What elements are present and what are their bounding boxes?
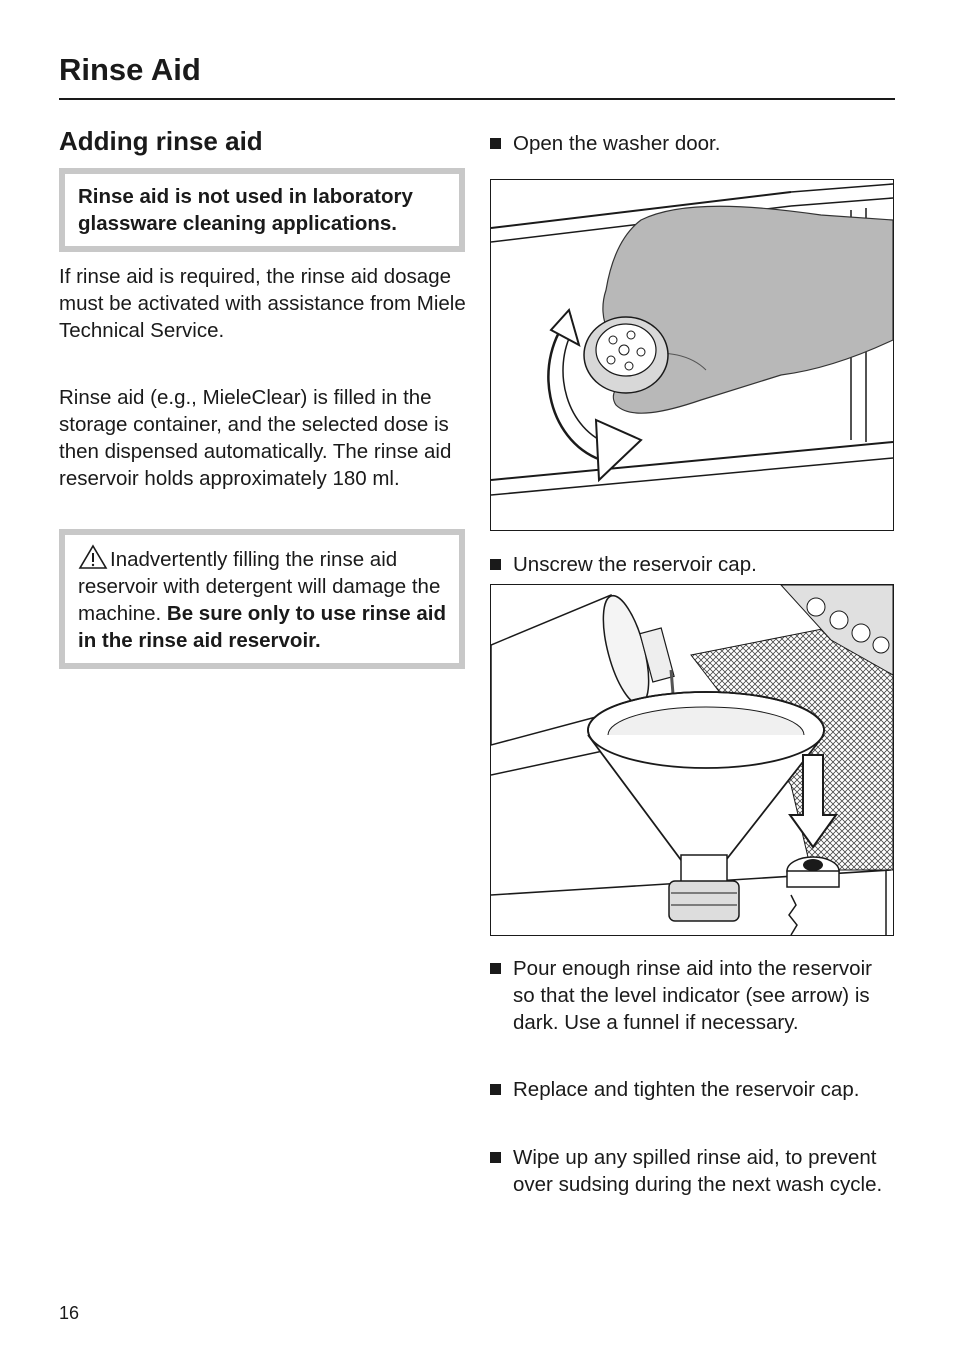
step-wipe-spills [490,1144,894,1198]
step-text: Pour enough rinse aid into the reservoir so that the level indicator (see arrow) is dark. Use a funnel if necessary. [513,957,872,1034]
dosing-paragraph: Rinse aid (e.g., MieleClear) is filled in the storage container, and the selected dose is then dispensed automatically. The rinse aid reservoir holds approximately 180 ml. [59,386,452,490]
step-text: Unscrew the reservoir cap. [513,553,757,576]
figure-pour-rinse-aid [490,584,894,936]
section-heading: Adding rinse aid [59,126,263,156]
figure-unscrew-cap [490,179,894,531]
intro-paragraph: If rinse aid is required, the rinse aid dosage must be activated with assistance from Miele Technical Service. [59,265,466,342]
warning-triangle-icon [78,544,108,570]
info-note-text: Rinse aid is not used in laboratory glassware cleaning applications. [78,185,413,235]
square-bullet-icon [490,963,501,974]
square-bullet-icon [490,1152,501,1163]
step-pour-rinse-aid [490,955,894,1036]
warning-bold-text: Be sure only to use rinse aid in the rinse aid reservoir. [78,602,447,652]
step-replace-cap [490,1076,894,1103]
step-open-door [490,130,894,157]
warning-box [59,529,465,669]
info-note-box [59,168,465,252]
step-unscrew-cap [490,551,894,578]
square-bullet-icon [490,1084,501,1095]
step-text: Wipe up any spilled rinse aid, to prevent over sudsing during the next wash cycle. [513,1146,883,1196]
square-bullet-icon [490,559,501,570]
page-number: 16 [59,1303,80,1323]
step-text: Replace and tighten the reservoir cap. [513,1078,860,1101]
step-text: Open the washer door. [513,132,721,155]
warning-text: Inadvertently filling the rinse aid reservoir with detergent will damage the machine. [78,548,441,625]
title-divider [59,98,895,100]
square-bullet-icon [490,138,501,149]
page-title: Rinse Aid [59,52,201,87]
